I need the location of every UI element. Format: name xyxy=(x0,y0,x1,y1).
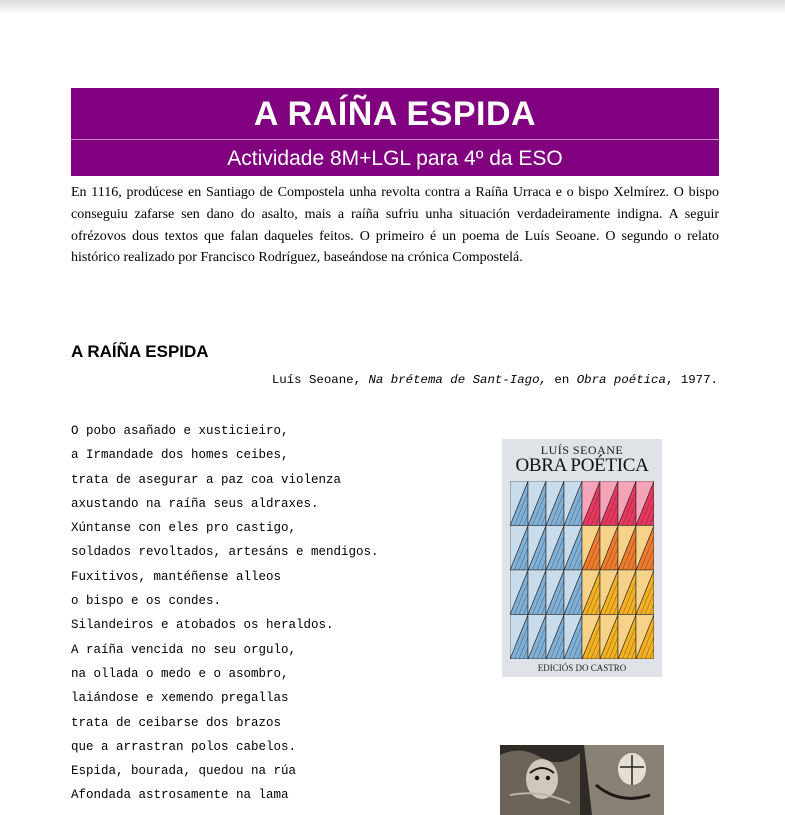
poem-line: Xúntanse con eles pro castigo, xyxy=(71,521,297,536)
top-shadow xyxy=(0,0,785,14)
attribution-author: Luís Seoane, xyxy=(271,373,369,387)
poem-line: o bispo e os condes. xyxy=(71,594,222,609)
attribution-book: Obra poética xyxy=(576,373,666,387)
section-heading: A RAÍÑA ESPIDA xyxy=(71,342,209,361)
attribution-year: , 1977. xyxy=(665,373,718,387)
poem-line: Fuxitivos, mantéñense alleos xyxy=(71,569,282,584)
poem-line: Silandeiros e atobados os heraldos. xyxy=(71,618,334,633)
painting-art xyxy=(500,745,664,815)
book-cover-title: OBRA POÉTICA xyxy=(515,455,649,476)
poem-line: na ollada o medo e o asombro, xyxy=(71,666,289,681)
poem-line: axustando na raíña seus aldraxes. xyxy=(71,496,319,511)
poem-line: trata de asegurar a paz coa violenza xyxy=(71,472,342,487)
poem-attribution xyxy=(71,371,718,389)
poem xyxy=(71,419,379,808)
poem-line: A raíña vencida no seu orgulo, xyxy=(71,642,297,657)
painting-image xyxy=(500,745,664,815)
book-cover-publisher: EDICIÓS DO CASTRO xyxy=(537,663,627,673)
attribution-work: Na brétema de Sant-Iago, xyxy=(368,373,547,387)
book-cover-author: LUÍS SEOANE xyxy=(540,443,624,457)
book-cover-image xyxy=(502,439,662,677)
book-cover-art xyxy=(510,481,654,659)
title-banner xyxy=(71,88,719,176)
intro-paragraph: En 1116, prodúcese en Santiago de Compostela unha revolta contra a Raíña Urraca e o bispo Xelmírez. O bispo conseguiu zafarse sen dano do asalto, mais a raíña sufriu unha situación verdadeiramente indigna. A seguir ofrézovos dous textos que falan daqueles feitos. O primeiro é un poema de Luís Seoane. O segundo o relato histórico realizado por Francisco Rodríguez, baseándose na crónica Compostelá. xyxy=(71,185,719,266)
attribution-middle: en xyxy=(546,373,577,387)
banner-divider xyxy=(71,139,719,140)
poem-line: O pobo asañado e xusticieiro, xyxy=(71,424,289,438)
poem-line: laiándose e xemendo pregallas xyxy=(71,691,289,706)
poem-line: Afondada astrosamente na lama xyxy=(71,788,289,803)
page-title: A RAÍÑA ESPIDA xyxy=(253,95,537,133)
poem-line: a Irmandade dos homes ceibes, xyxy=(71,448,289,463)
page-subtitle: Actividade 8M+LGL para 4º da ESO xyxy=(227,147,563,170)
poem-line: soldados revoltados, artesáns e mendigos. xyxy=(71,545,379,560)
poem-line: trata de ceibarse dos brazos xyxy=(71,715,282,730)
poem-line: que a arrastran polos cabelos. xyxy=(71,739,297,754)
poem-line: Espida, bourada, quedou na rúa xyxy=(71,764,297,779)
